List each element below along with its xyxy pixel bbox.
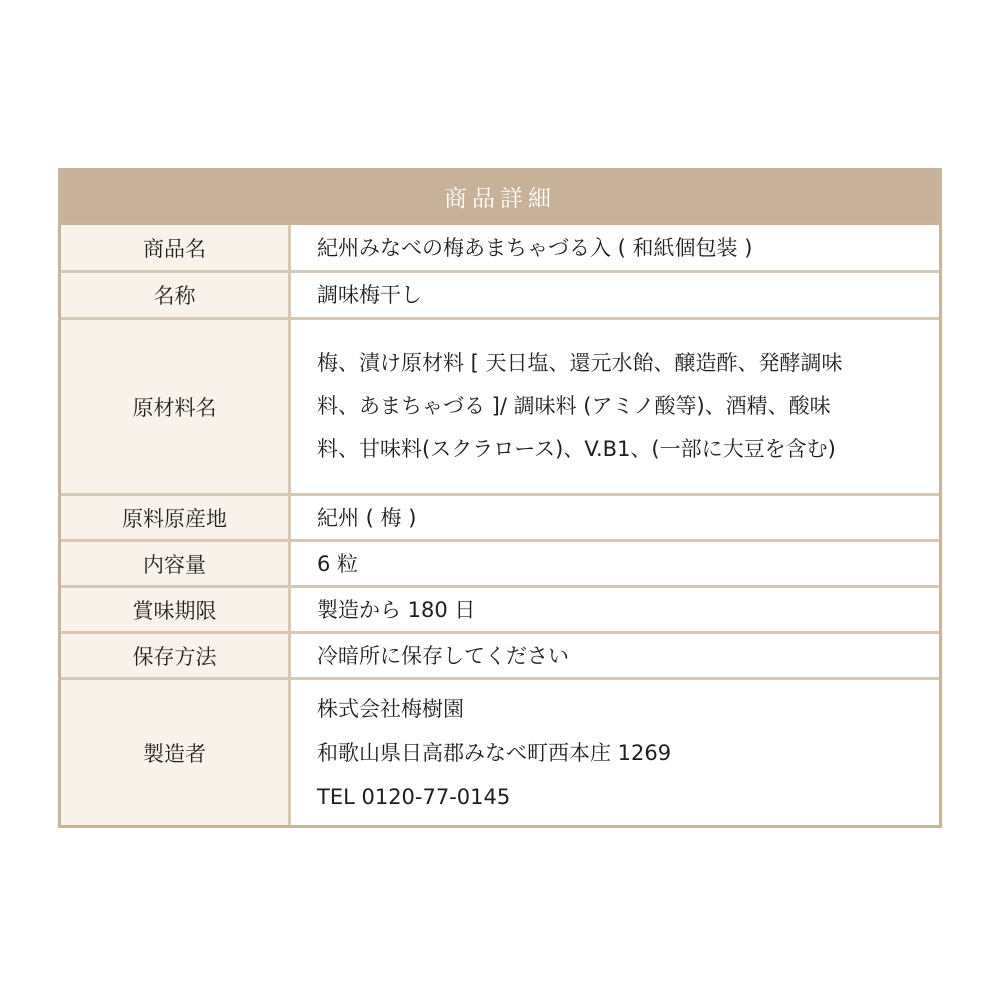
row-origin xyxy=(61,493,939,539)
manufacturer-name: 株式会社梅樹園 xyxy=(317,696,464,721)
row-category-name xyxy=(61,270,939,317)
row-label: 内容量 xyxy=(61,542,291,585)
ingredients-line: 料、甘味料(スクラロース)、V.B1、(一部に大豆を含む) xyxy=(317,437,836,461)
row-value: 紀州みなべの梅あまちゃづる入 ( 和紙個包装 ) xyxy=(317,235,753,260)
row-storage xyxy=(61,631,939,677)
row-best-before xyxy=(61,585,939,631)
row-label: 名称 xyxy=(61,273,291,317)
row-label: 原材料名 xyxy=(61,320,291,493)
row-product-name xyxy=(61,225,939,270)
row-label: 原料原産地 xyxy=(61,496,291,539)
product-details-table xyxy=(58,168,942,828)
row-value: 紀州 ( 梅 ) xyxy=(317,505,417,530)
row-ingredients xyxy=(61,317,939,493)
row-label: 賞味期限 xyxy=(61,588,291,631)
row-label: 保存方法 xyxy=(61,634,291,677)
ingredients-line: 料、あまちゃづる ]/ 調味料 (アミノ酸等)、酒精、酸味 xyxy=(317,394,831,418)
ingredients-line: 梅、漬け原材料 [ 天日塩、還元水飴、醸造酢、発酵調味 xyxy=(317,351,843,375)
row-value: 6 粒 xyxy=(317,551,359,576)
row-label: 商品名 xyxy=(61,225,291,270)
row-value xyxy=(291,680,939,825)
manufacturer-address: 和歌山県日高郡みなべ町西本庄 1269 xyxy=(317,740,672,765)
row-quantity xyxy=(61,539,939,585)
row-manufacturer xyxy=(61,677,939,825)
manufacturer-phone: TEL 0120-77-0145 xyxy=(317,784,511,809)
row-value xyxy=(291,320,939,493)
row-label: 製造者 xyxy=(61,680,291,825)
row-value: 調味梅干し xyxy=(317,283,422,307)
row-value: 冷暗所に保存してください xyxy=(317,643,569,668)
row-value: 製造から 180 日 xyxy=(317,597,476,622)
table-header: 商品詳細 xyxy=(61,171,939,225)
